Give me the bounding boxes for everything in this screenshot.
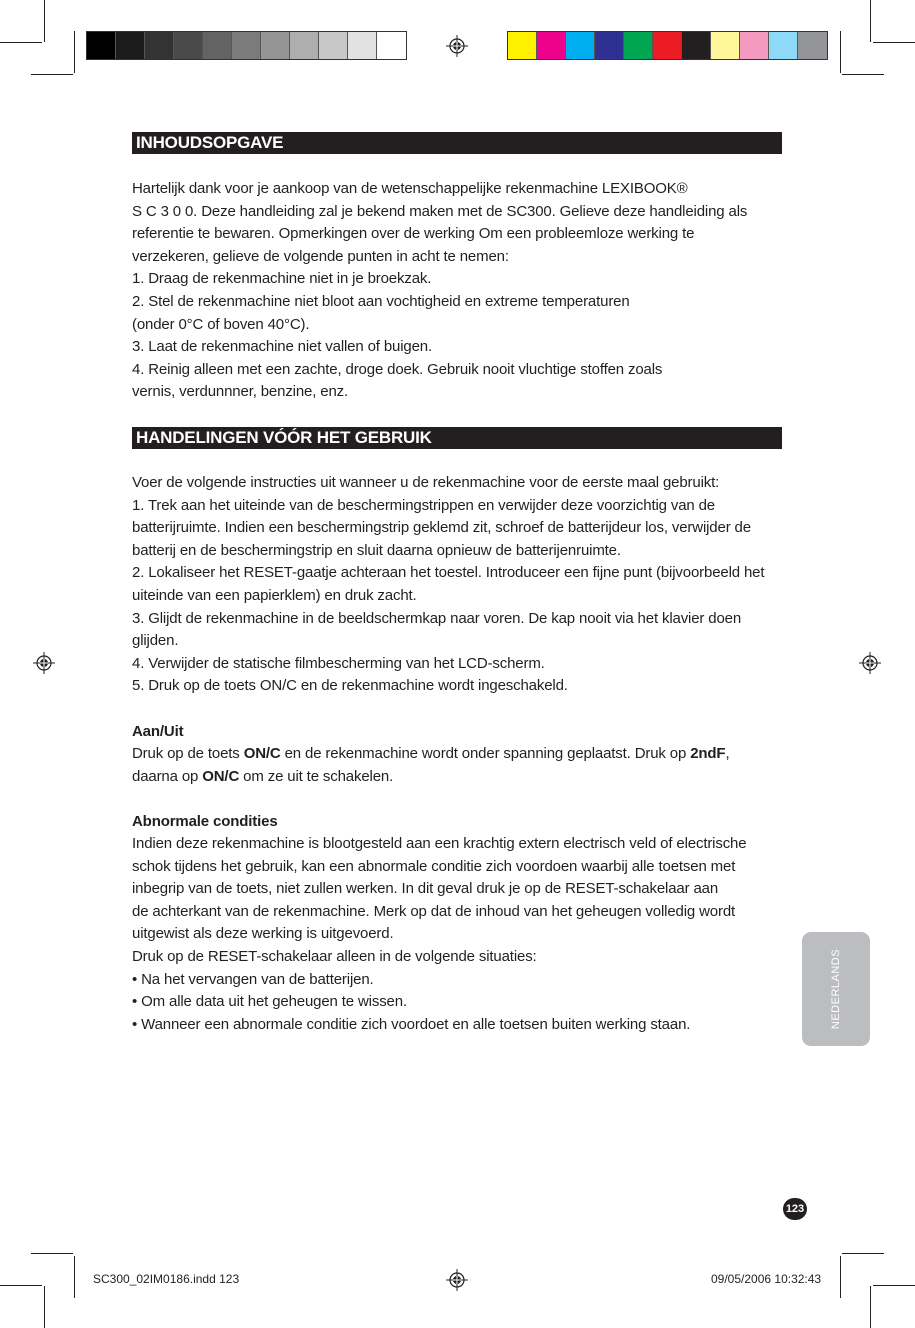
color-swatch <box>595 32 624 59</box>
registration-mark-icon <box>446 35 468 57</box>
text: daarna op <box>132 768 203 785</box>
color-swatch <box>711 32 740 59</box>
crop-mark <box>44 0 45 42</box>
color-swatch <box>174 32 203 59</box>
section-header-toc <box>132 132 782 154</box>
text-line: 3. Laat de rekenmachine niet vallen of buigen. <box>132 338 432 356</box>
key-name: 2ndF <box>690 745 726 762</box>
crop-mark <box>31 74 73 75</box>
crop-mark <box>870 0 871 42</box>
text: , <box>725 745 730 762</box>
color-swatch <box>566 32 595 59</box>
crop-mark <box>74 1256 75 1298</box>
crop-mark <box>842 1253 884 1254</box>
page-number: 123 <box>783 1198 807 1220</box>
text-line: de achterkant van de rekenmachine. Merk op dat de inhoud van het geheugen volledig wordt <box>132 902 736 920</box>
section-header-usage <box>132 427 782 449</box>
power-heading: Aan/Uit <box>132 723 184 740</box>
language-tab-label: NEDERLANDS <box>830 948 842 1030</box>
language-tab <box>802 932 870 1046</box>
crop-mark <box>873 42 915 43</box>
text-line: batterij en de beschermingstrip en sluit daarna opnieuw de batterijenruimte. <box>132 541 621 559</box>
crop-mark <box>0 42 42 43</box>
crop-mark <box>840 1256 841 1298</box>
section-title: INHOUDSOPGAVE <box>136 133 284 152</box>
color-swatch <box>290 32 319 59</box>
crop-mark <box>840 31 841 73</box>
text-line: 2. Lokaliseer het RESET-gaatje achteraan het toestel. Introduceer een fijne punt (bijvoorbeeld het <box>132 564 765 582</box>
text-line: inbegrip van de toets, niet zullen werken. In dit geval druk je op de RESET-schakelaar aan <box>132 880 719 898</box>
registration-mark-icon <box>446 1269 468 1291</box>
text-line: Druk op de RESET-schakelaar alleen in de volgende situaties: <box>132 948 537 965</box>
text-line: • Wanneer een abnormale conditie zich voordoet en alle toetsen buiten werking staan. <box>132 1015 691 1033</box>
registration-mark-icon <box>33 652 55 674</box>
registration-mark-icon <box>859 652 881 674</box>
crop-mark <box>31 1253 73 1254</box>
color-swatch <box>508 32 537 59</box>
color-swatch <box>798 32 827 59</box>
text-line: schok tijdens het gebruik, kan een abnormale conditie zich voordoen waarbij alle toetsen met <box>132 857 736 875</box>
color-swatch <box>682 32 711 59</box>
text-line: referentie te bewaren. Opmerkingen over de werking Om een probleemloze werking te <box>132 225 695 243</box>
grayscale-bar <box>86 31 407 60</box>
text-line: 1. Draag de rekenmachine niet in je broekzak. <box>132 270 432 288</box>
crop-mark <box>873 1285 915 1286</box>
color-swatch <box>624 32 653 59</box>
text: Druk op de toets <box>132 745 244 762</box>
color-bar <box>507 31 828 60</box>
text-line: uitgewist als deze werking is uitgevoerd. <box>132 925 394 943</box>
color-swatch <box>653 32 682 59</box>
crop-mark <box>74 31 75 73</box>
key-name: ON/C <box>202 768 240 785</box>
text-line: 4. Verwijder de statische filmbescherming van het LCD-scherm. <box>132 654 545 672</box>
color-swatch <box>537 32 566 59</box>
date-slug: 09/05/2006 10:32:43 <box>711 1272 822 1286</box>
text-line: 1. Trek aan het uiteinde van de beschermingstrippen en verwijder deze voorzichtig van de <box>132 496 715 514</box>
text-line: verzekeren, gelieve de volgende punten in acht te nemen: <box>132 247 509 265</box>
power-line-1 <box>132 743 729 765</box>
text-line: vernis, verdunnner, benzine, enz. <box>132 383 349 401</box>
text-line: batterijruimte. Indien een beschermingstrip geklemd zit, schroef de batterijdeur los, verwijder de <box>132 519 751 537</box>
color-swatch <box>232 32 261 59</box>
crop-mark <box>0 1285 42 1286</box>
text-line: S C 3 0 0. Deze handleiding zal je bekend maken met de SC300. Gelieve deze handleiding als <box>132 202 748 220</box>
section-title: HANDELINGEN VÓÓR HET GEBRUIK <box>136 428 432 447</box>
crop-mark <box>842 74 884 75</box>
power-line-2 <box>132 766 393 788</box>
key-name: ON/C <box>243 745 281 762</box>
text-line: 5. Druk op de toets ON/C en de rekenmachine wordt ingeschakeld. <box>132 677 568 695</box>
color-swatch <box>203 32 232 59</box>
color-swatch <box>769 32 798 59</box>
text-line: Hartelijk dank voor je aankoop van de wetenschappelijke rekenmachine LEXIBOOK® <box>132 180 688 197</box>
text-line: Indien deze rekenmachine is blootgesteld aan een krachtig extern electrisch veld of electrische <box>132 835 747 852</box>
abnormal-heading: Abnormale condities <box>132 813 278 830</box>
color-swatch <box>377 32 406 59</box>
text-line: • Om alle data uit het geheugen te wissen. <box>132 993 407 1011</box>
text-line: Voer de volgende instructies uit wanneer u de rekenmachine voor de eerste maal gebruikt: <box>132 474 720 491</box>
color-swatch <box>348 32 377 59</box>
color-swatch <box>319 32 348 59</box>
text: om ze uit te schakelen. <box>239 768 394 785</box>
color-swatch <box>261 32 290 59</box>
crop-mark <box>44 1286 45 1328</box>
color-swatch <box>740 32 769 59</box>
text-line: 2. Stel de rekenmachine niet bloot aan vochtigheid en extreme temperaturen <box>132 293 630 310</box>
text-line: (onder 0°C of boven 40°C). <box>132 315 310 333</box>
file-slug: SC300_02IM0186.indd 123 <box>93 1272 240 1286</box>
color-swatch <box>116 32 145 59</box>
text-line: • Na het vervangen van de batterijen. <box>132 970 374 988</box>
text-line: uiteinde van een papierklem) en druk zacht. <box>132 587 417 604</box>
text-line: glijden. <box>132 632 179 650</box>
text: en de rekenmachine wordt onder spanning geplaatst. Druk op <box>280 745 691 762</box>
color-swatch <box>145 32 174 59</box>
crop-mark <box>870 1286 871 1328</box>
text-line: 4. Reinig alleen met een zachte, droge doek. Gebruik nooit vluchtige stoffen zoals <box>132 360 663 378</box>
color-swatch <box>87 32 116 59</box>
text-line: 3. Glijdt de rekenmachine in de beeldschermkap naar voren. De kap nooit via het klavier doen <box>132 609 742 627</box>
